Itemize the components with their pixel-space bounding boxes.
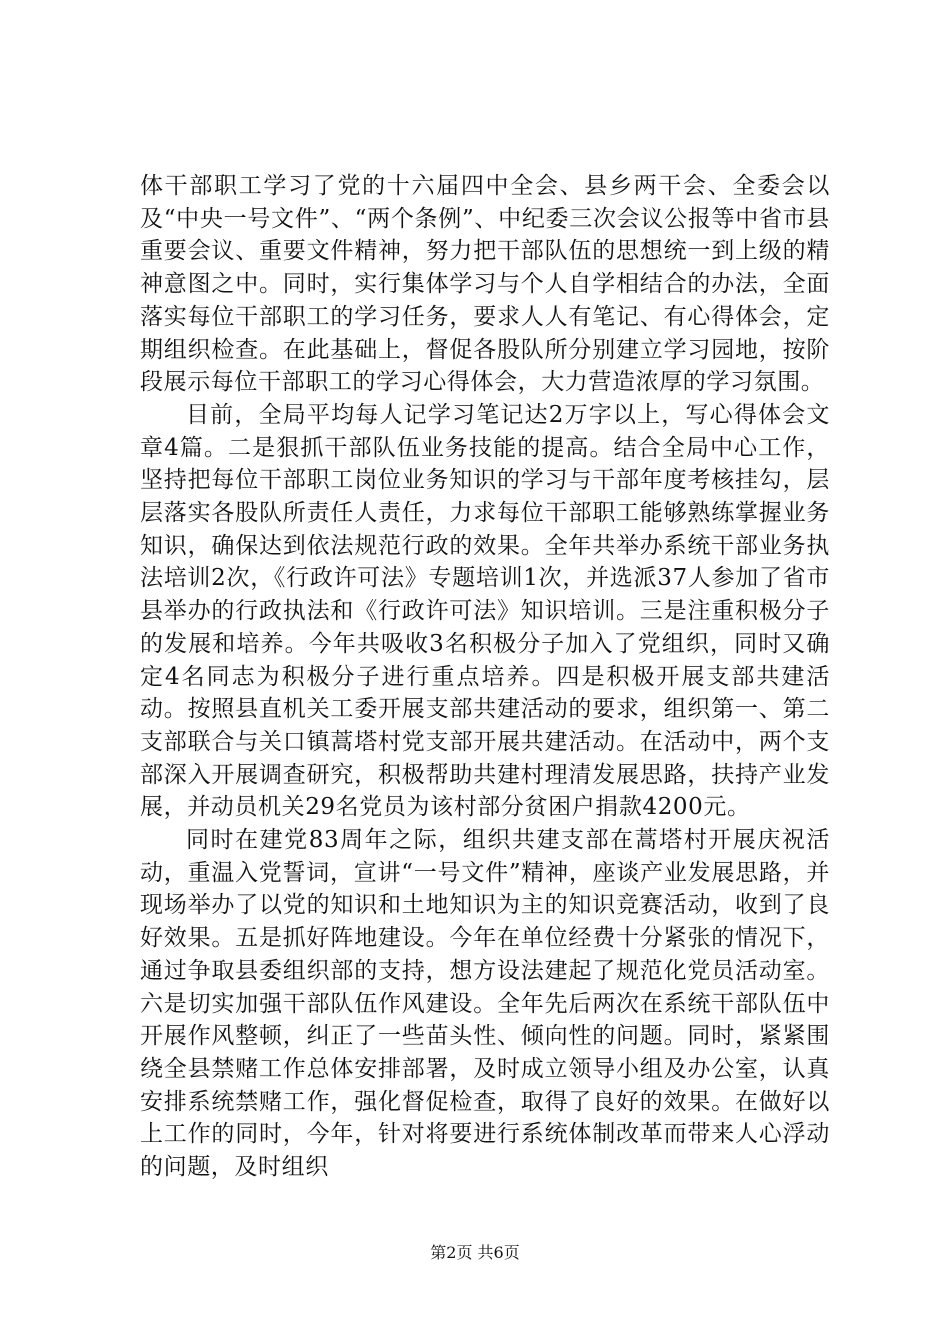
page-footer	[0, 1240, 950, 1263]
paragraph-3: 同时在建党83周年之际，组织共建支部在蒿塔村开展庆祝活动，重温入党誓词，宣讲“一号文件”精神，座谈产业发展思路，并现场举办了以党的知识和土地知识为主的知识竞赛活动，收到了良好效果。五是抓好阵地建设。今年在单位经费十分紧张的情况下，通过争取县委组织部的支持，想方设法建起了规范化党员活动室。六是切实加强干部队伍作风建设。全年先后两次在系统干部队伍中开展作风整顿，纠正了一些苗头性、倾向性的问题。同时，紧紧围绕全县禁赌工作总体安排部署，及时成立领导小组及办公室，认真安排系统禁赌工作，强化督促检查，取得了良好的效果。在做好以上工作的同时，今年，针对将要进行系统体制改革而带来人心浮动的问题，及时组织	[140, 827, 830, 1181]
paragraph-2: 目前，全局平均每人记学习笔记达2万字以上，写心得体会文章4篇。二是狠抓干部队伍业务技能的提高。结合全局中心工作，坚持把每位干部职工岗位业务知识的学习与干部年度考核挂勾，层层落实各股队所责任人责任，力求每位干部职工能够熟练掌握业务知识，确保达到依法规范行政的效果。全年共举办系统干部业务执法培训2次，《行政许可法》专题培训1次，并选派37人参加了省市县举办的行政执法和《行政许可法》知识培训。三是注重积极分子的发展和培养。今年共吸收3名积极分子加入了党组织，同时又确定4名同志为积极分子进行重点培养。四是积极开展支部共建活动。按照县直机关工委开展支部共建活动的要求，组织第一、第二支部联合与关口镇蒿塔村党支部开展共建活动。在活动中，两个支部深入开展调查研究，积极帮助共建村理清发展思路，扶持产业发展，并动员机关29名党员为该村部分贫困户捐款4200元。	[140, 401, 830, 821]
page-number-label: 第2页 共6页	[430, 1243, 520, 1262]
paragraph-1: 体干部职工学习了党的十六届四中全会、县乡两干会、全委会以及“中央一号文件”、“两个条例”、中纪委三次会议公报等中省市县重要会议、重要文件精神，努力把干部队伍的思想统一到上级的精神意图之中。同时，实行集体学习与个人自学相结合的办法，全面落实每位干部职工的学习任务，要求人人有笔记、有心得体会，定期组织检查。在此基础上，督促各股队所分别建立学习园地，按阶段展示每位干部职工的学习心得体会，大力营造浓厚的学习氛围。	[140, 173, 830, 396]
document-body	[140, 170, 830, 1184]
